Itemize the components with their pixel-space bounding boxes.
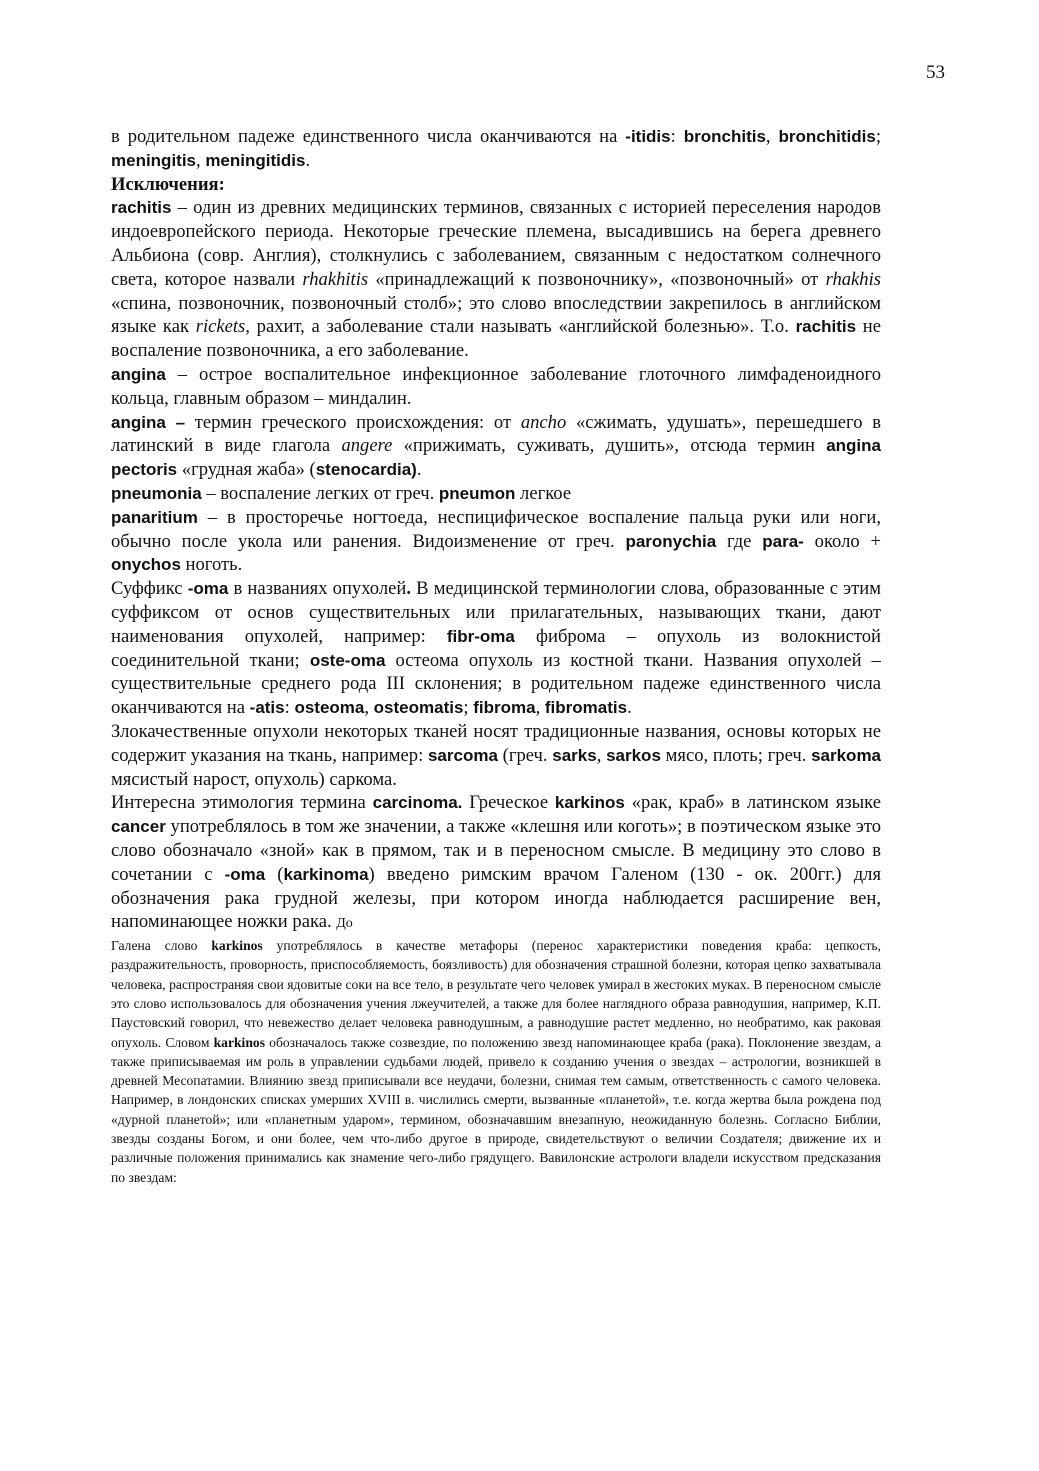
term-bold: fibroma — [473, 698, 536, 718]
small-print-paragraph — [111, 936, 881, 1187]
text-run: ; — [463, 697, 474, 719]
text-run: около + — [803, 530, 881, 552]
text-run: В медицинской терминологии слова, образованные с этим суффиксом от основ существительных или прилагательных, называющих ткани, дают наименования опухолей, например: — [111, 578, 881, 647]
term-bold: para- — [762, 531, 804, 551]
text-run: ноготь. — [180, 554, 243, 576]
text-run: употреблялось в том же значении, а также «клешня или коготь»; в поэтическом языке это слово обозначало «зной» как в прямом, так и в переносном смысле. В медицину это слово в сочетании с — [111, 816, 881, 885]
term-bold: -oma — [187, 579, 229, 599]
paragraph — [111, 196, 881, 363]
term-bold: cancer — [111, 817, 166, 837]
term-italic: rhakhitis — [302, 268, 369, 290]
page-number: 53 — [926, 62, 945, 83]
term-bold: fibromatis — [544, 698, 628, 718]
term-bold: osteoma — [294, 698, 365, 718]
text-run: . — [305, 149, 311, 171]
text-run: фиброма – опухоль из волокнистой соединительной ткани; — [111, 625, 882, 671]
text-run: «рак, краб» в латинском языке — [624, 792, 881, 814]
paragraph — [111, 577, 881, 720]
text-run: «прижимать, суживать, душить», отсюда термин — [392, 435, 827, 457]
text-run: обозначалось также созвездие, по положению звезд напоминающее краба (рака). Поклонение звездам, а также приписываемая им роль в управлении судьбами людей, привело к созданию учения о звездах – астрологии, возникшей в древней Месопатамии. Влиянию звезд приписывали все неудачи, болезни, снимая тем самым, ответственность с самого человека. Например, в лондонских списках умерших XVIII в. числились смерти, вызванные «планетой», т.е. когда жертва была рождена под «дурной планетой»; или «планетным ударом», термином, обозначавшим внезапную, неожиданную болезнь. Согласно Библии, звезды созданы Богом, и они более, чем что-либо другое в природе, свидетельствуют о величии Создателя; движение их и различные положения принимались как знамение чего-либо грядущего. Вавилонские астрологи владели искусством предсказания по звездам: — [111, 1034, 881, 1185]
term-bold: stenocardia) — [315, 460, 417, 480]
text-run: (греч. — [497, 744, 553, 766]
term-bold: meningitis — [111, 150, 197, 170]
text-run: : — [670, 126, 684, 147]
text-run: мясо, плоть; греч. — [660, 744, 812, 766]
term-bold: panaritium — [111, 507, 198, 527]
term-bold: oste-oma — [309, 650, 386, 670]
term-bold: -atis — [249, 698, 285, 718]
text-run: : — [284, 697, 295, 719]
text-run: , — [765, 126, 779, 147]
term-bold: rachitis — [111, 198, 172, 218]
term-bold: -itidis — [625, 127, 671, 146]
paragraph — [111, 720, 881, 791]
text-run: не воспаление позвоночника, а его заболевание. — [111, 316, 881, 362]
term-bold: karkinos — [554, 793, 625, 813]
term-bold: angina – — [111, 412, 186, 432]
text-run: – в просторечье ногтоеда, неспицифическое воспаление пальца руки или ноги, обычно после укола или ранения. Видоизменение от греч. — [111, 506, 881, 552]
text-run: – один из древних медицинских терминов, связанных с историей переселения народов индоевропейского периода. Некоторые греческие племена, высадившись на берега древнего Альбиона (совр. Англия), столкнулись с заболеванием, связанным с недостатком солнечного света, которое назвали — [111, 197, 881, 290]
term-bold: . — [406, 578, 411, 600]
term-bold: rachitis — [795, 317, 857, 337]
text-run: рахит, а заболевание стали называть «английской болезнью». Т.о. — [249, 316, 796, 338]
text-run: «принадлежащий к позвоночнику», «позвоночный» от — [368, 268, 826, 290]
text-run: легкое — [515, 482, 572, 504]
term-bold: angina — [111, 364, 166, 384]
term-bold: sarkos — [606, 745, 661, 765]
text-run: До — [336, 916, 353, 932]
term-bold: angina pectoris — [111, 436, 881, 480]
text-run: «грудная жаба» ( — [177, 459, 316, 481]
paragraph — [111, 363, 881, 411]
text-run: Злокачественные опухоли некоторых тканей носят традиционные названия, основы которых не содержит указания на ткань, например: — [111, 720, 881, 766]
text-run: в названиях опухолей — [228, 578, 407, 600]
paragraph — [111, 411, 881, 482]
body-text — [111, 125, 881, 1187]
text-run: Суффикс — [111, 578, 188, 600]
text-run: «сжимать, удушать», перешедшего в латинский в виде глагола — [111, 411, 881, 457]
text-run: ; — [875, 126, 881, 147]
term-italic: ancho — [520, 411, 567, 433]
term-italic: rickets, — [195, 316, 250, 338]
text-run: в родительном падеже единственного числа оканчиваются на — [111, 126, 626, 147]
term-bold: sarcoma — [427, 745, 498, 765]
paragraph — [111, 482, 881, 506]
term-bold: sarks — [552, 745, 597, 765]
term-italic: angere — [341, 435, 393, 457]
term-bold: paronychia — [625, 531, 717, 551]
text-run: . — [416, 459, 422, 481]
text-run: , — [196, 149, 206, 171]
term-bold: karkinoma — [283, 864, 369, 884]
term-italic: rhakhis — [825, 268, 882, 290]
term-bold: sarkoma — [811, 745, 882, 765]
paragraph-list — [111, 125, 881, 936]
text-run: «спина, позвоночник, позвоночный столб»; это слово впоследствии закрепилось в английском языке как — [111, 292, 881, 338]
text-run: остеома опухоль из костной ткани. Названия опухолей – существительные среднего рода III склонения; в родительном падеже единственного числа оканчиваются на — [111, 649, 881, 719]
term-bold: onychos — [111, 555, 181, 575]
term-bold: bronchitis — [683, 127, 766, 146]
text-run: ) введено римским врачом Галеном (130 - ок. 200гг.) для обозначения рака грудной железы, при котором иногда наблюдается расширение вен, напоминающее ножки рака. — [111, 863, 881, 933]
paragraph — [111, 791, 881, 936]
term-bold: fibr-oma — [446, 626, 515, 646]
text-run: мясистый нарост, опухоль) саркома. — [111, 768, 397, 790]
paragraph — [111, 125, 881, 173]
paragraph — [111, 173, 881, 197]
text-run: , — [535, 697, 545, 719]
term-bold: bronchitidis — [778, 127, 876, 146]
text-run: Галена слово — [111, 938, 212, 954]
term-bold: pneumonia — [111, 483, 202, 503]
term-bold: carcinoma. — [372, 793, 463, 813]
text-run: – воспаление легких от греч. — [201, 482, 439, 504]
term-bold: karkinos — [211, 938, 263, 954]
text-run: – острое воспалительное инфекционное заболевание глоточного лимфаденоидного кольца, главным образом – миндалин. — [111, 363, 881, 409]
term-bold: pneumon — [438, 483, 516, 503]
text-run: ( — [265, 863, 284, 885]
text-run: , — [364, 697, 374, 719]
text-run: . — [627, 697, 632, 719]
term-bold: osteomatis — [373, 698, 464, 718]
text-run: где — [716, 530, 763, 552]
term-bold: Исключения: — [111, 173, 225, 195]
text-run: термин греческого происхождения: от — [185, 411, 521, 433]
text-run: употреблялось в качестве метафоры (перенос характеристики поведения краба: цепкость, раздражительность, проворность, приспособляемость, боязливость) для обозначения страшной болезни, которая цепко захватывала человека, распространяя свои ядовитые соки на все тело, в результате чего человек умирал в жестоких муках. В переносном смысле это слово использовалось для обозначения учения лжеучителей, а также для более наглядного образа равнодушия, например, К.П. Паустовский говорил, что невежество делает человека равнодушным, а равнодушие растет медленно, но необратимо, как раковая опухоль. Словом — [111, 938, 881, 1050]
text-run: , — [596, 744, 607, 766]
term-bold: meningitidis — [205, 150, 306, 170]
text-run: Греческое — [462, 792, 555, 814]
paragraph — [111, 506, 881, 577]
text-run: Интересна этимология термина — [111, 792, 373, 814]
term-bold: -oma — [224, 864, 266, 884]
term-bold: karkinos — [213, 1034, 265, 1050]
